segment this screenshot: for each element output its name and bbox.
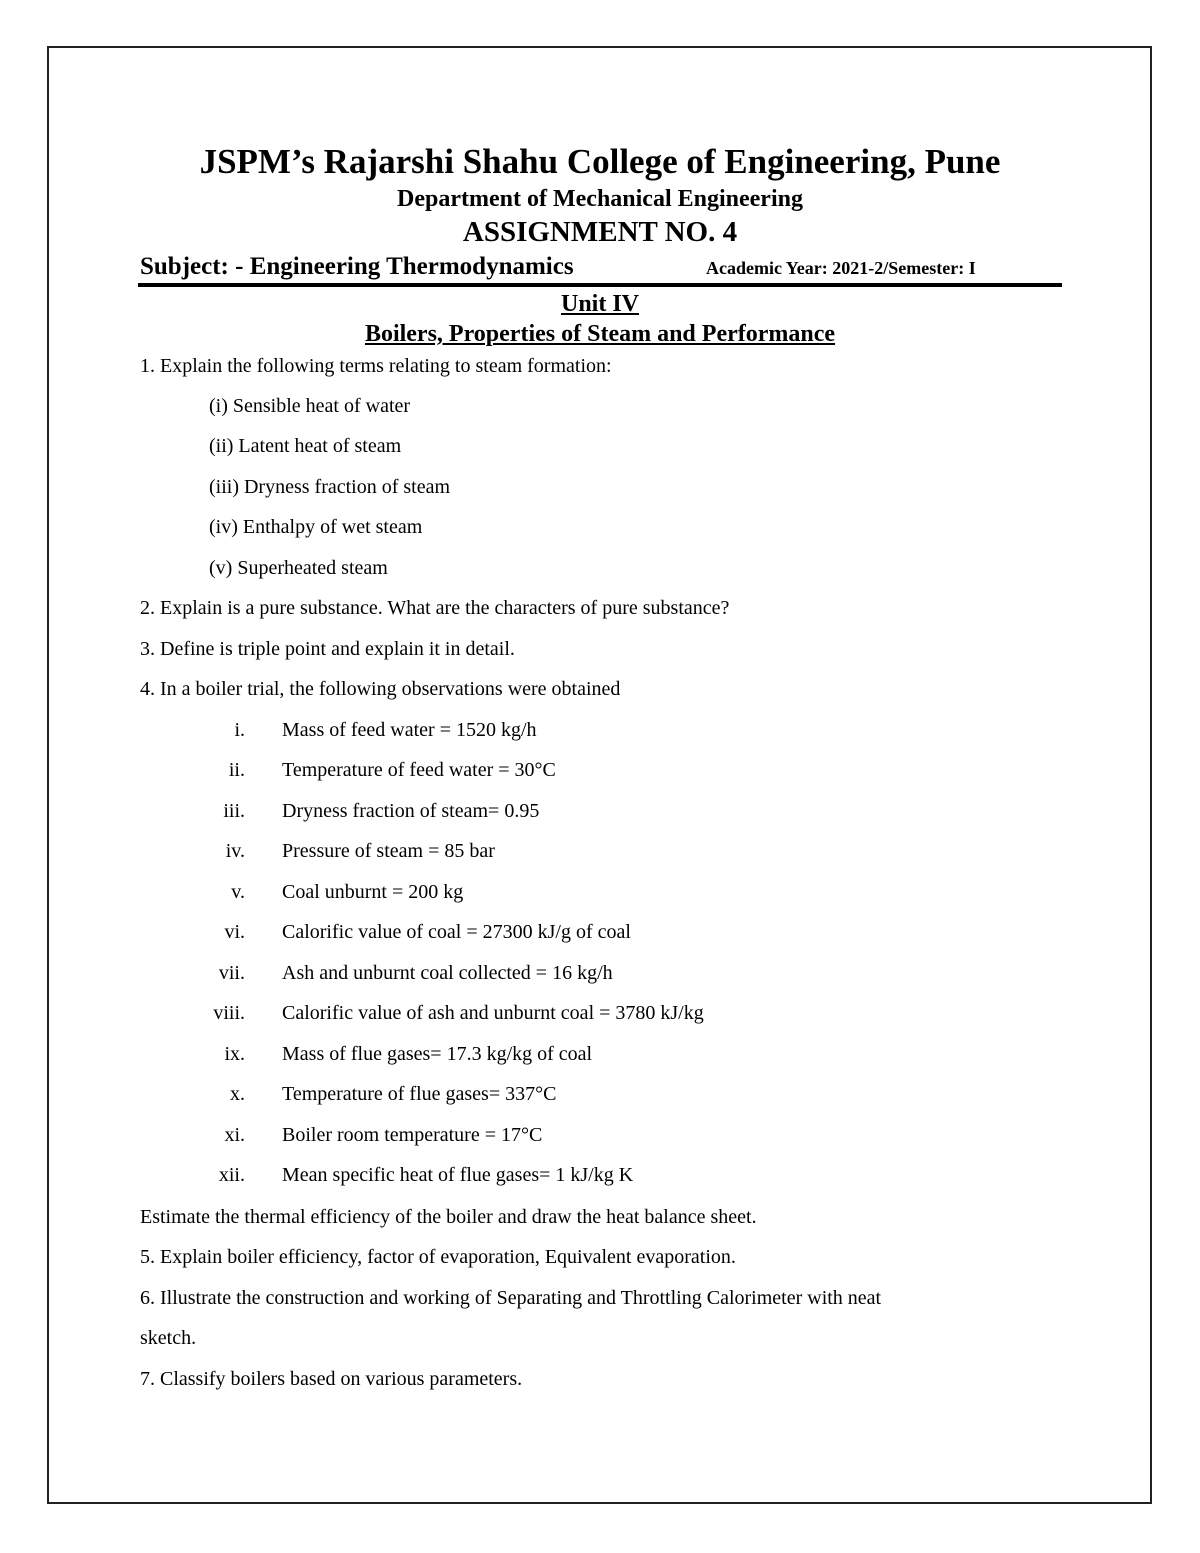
- observation-text: Boiler room temperature = 17°C: [282, 1124, 543, 1146]
- observation-number: iii.: [223, 800, 245, 822]
- observation-number: ix.: [224, 1043, 245, 1065]
- subject-label: Subject: - Engineering Thermodynamics: [140, 253, 574, 280]
- question-2: 2. Explain is a pure substance. What are the characters of pure substance?: [140, 597, 730, 619]
- unit-title: Boilers, Properties of Steam and Performance: [364, 321, 836, 347]
- observation-text: Ash and unburnt coal collected = 16 kg/h: [282, 962, 613, 984]
- observation-number: vi.: [224, 921, 245, 943]
- question-7: 7. Classify boilers based on various parameters.: [140, 1368, 523, 1390]
- observation-number: xi.: [224, 1124, 245, 1146]
- observation-number: v.: [231, 881, 245, 903]
- observation-text: Calorific value of coal = 27300 kJ/g of coal: [282, 921, 631, 943]
- observation-text: Pressure of steam = 85 bar: [282, 840, 495, 862]
- assignment-title: ASSIGNMENT NO. 4: [462, 216, 738, 248]
- question-4: 4. In a boiler trial, the following observations were obtained: [140, 678, 621, 700]
- question-5: 5. Explain boiler efficiency, factor of evaporation, Equivalent evaporation.: [140, 1246, 736, 1268]
- question-4-closing: Estimate the thermal efficiency of the boiler and draw the heat balance sheet.: [140, 1206, 757, 1228]
- college-name: JSPM’s Rajarshi Shahu College of Engineering, Pune: [199, 142, 1001, 181]
- question-6: 6. Illustrate the construction and working of Separating and Throttling Calorimeter with neat: [140, 1287, 882, 1309]
- observation-number: x.: [230, 1083, 245, 1105]
- observation-number: viii.: [213, 1002, 245, 1024]
- question-1-part: (iv) Enthalpy of wet steam: [209, 516, 423, 538]
- observation-text: Temperature of feed water = 30°C: [282, 759, 556, 781]
- question-1-part: (iii) Dryness fraction of steam: [209, 476, 451, 498]
- header-rule: [138, 283, 1062, 287]
- question-1-part: (i) Sensible heat of water: [209, 395, 411, 417]
- question-1-part: (ii) Latent heat of steam: [209, 435, 402, 457]
- observation-number: ii.: [228, 759, 245, 781]
- observation-text: Temperature of flue gases= 337°C: [282, 1083, 557, 1105]
- observation-text: Mass of flue gases= 17.3 kg/kg of coal: [282, 1043, 593, 1065]
- observation-number: i.: [234, 719, 245, 741]
- observation-number: vii.: [218, 962, 245, 984]
- question-6-continued: sketch.: [140, 1327, 197, 1349]
- unit-number: Unit IV: [560, 291, 639, 317]
- observation-text: Coal unburnt = 200 kg: [282, 881, 464, 903]
- observation-text: Dryness fraction of steam= 0.95: [282, 800, 540, 822]
- observation-number: xii.: [218, 1164, 245, 1186]
- observation-number: iv.: [225, 840, 245, 862]
- question-3: 3. Define is triple point and explain it in detail.: [140, 638, 515, 660]
- department-name: Department of Mechanical Engineering: [397, 186, 803, 212]
- academic-year: Academic Year: 2021-2/Semester: I: [706, 258, 976, 278]
- observation-text: Mean specific heat of flue gases= 1 kJ/kg K: [282, 1164, 634, 1186]
- question-1: 1. Explain the following terms relating to steam formation:: [140, 355, 612, 377]
- question-1-part: (v) Superheated steam: [209, 557, 388, 579]
- observation-text: Calorific value of ash and unburnt coal = 3780 kJ/kg: [282, 1002, 704, 1024]
- observation-text: Mass of feed water = 1520 kg/h: [282, 719, 537, 741]
